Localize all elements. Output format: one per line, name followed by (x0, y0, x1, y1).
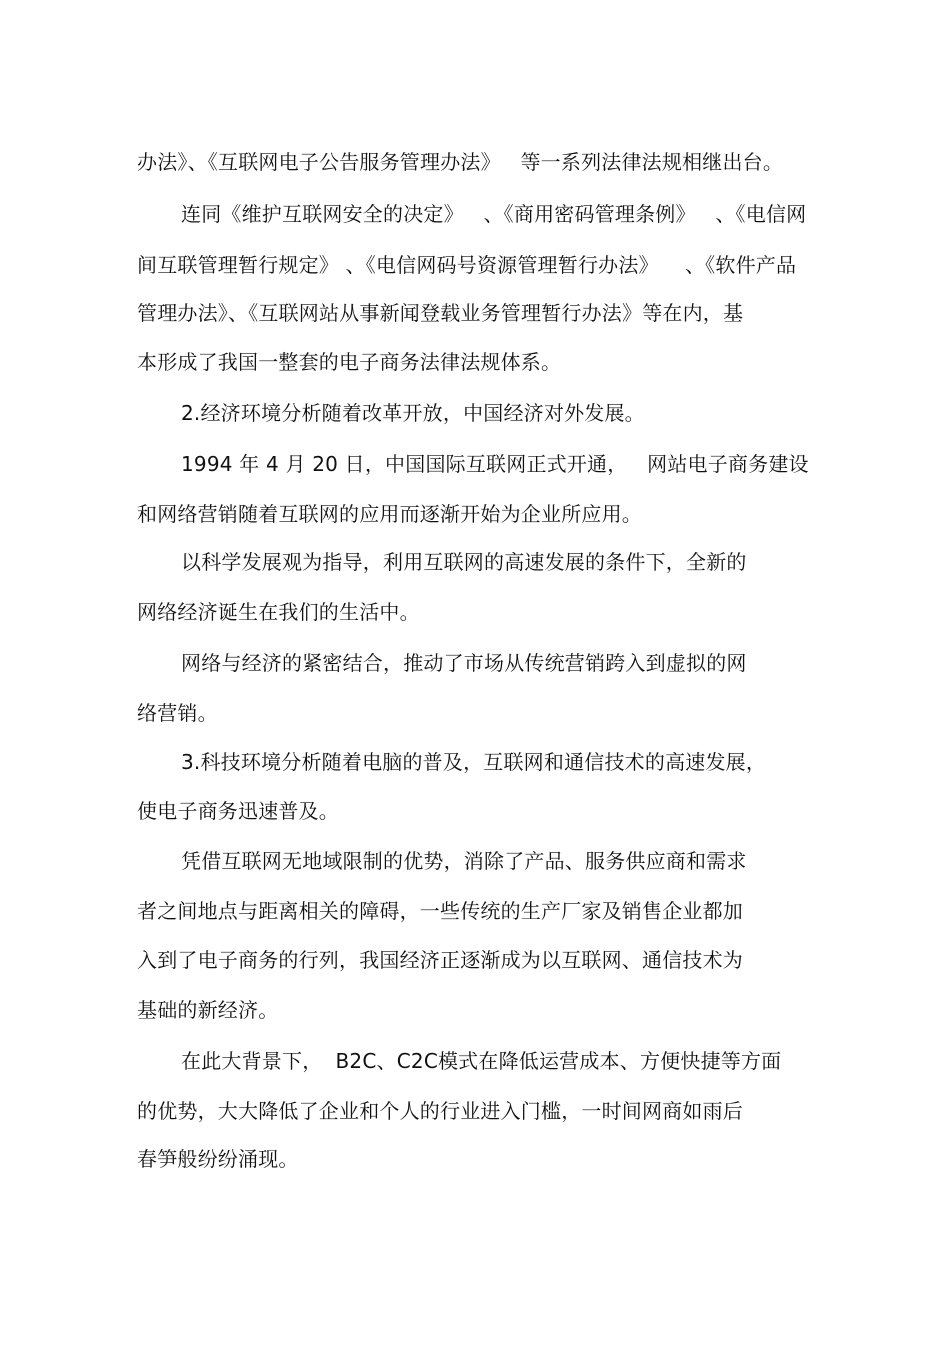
text-line: 办法》、《互联网电子公告服务管理办法》 等一系列法律法规相继出台。 (137, 150, 784, 174)
text-line: 网络经济诞生在我们的生活中。 (137, 600, 420, 624)
text-line: 连同《维护互联网安全的决定》 、《商用密码管理条例》 、《电信网 (181, 202, 807, 226)
text-line: 网络与经济的紧密结合，推动了市场从传统营销跨入到虚拟的网 (181, 651, 747, 675)
text-line: 1994 年 4 月 20 日，中国国际互联网正式开通， 网站电子商务建设 (181, 452, 809, 476)
text-line: 在此大背景下， B2C、C2C模式在降低运营成本、方便快捷等方面 (181, 1049, 782, 1073)
text-line: 春笋般纷纷涌现。 (137, 1147, 299, 1171)
text-line: 本形成了我国一整套的电子商务法律法规体系。 (137, 350, 562, 374)
section-heading: 2.经济环境分析随着改革开放，中国经济对外发展。 (181, 401, 645, 425)
text-line: 基础的新经济。 (137, 998, 279, 1022)
text-line: 使电子商务迅速普及。 (137, 799, 339, 823)
text-line: 的优势，大大降低了企业和个人的行业进入门槛，一时间网商如雨后 (137, 1099, 743, 1123)
text-line: 入到了电子商务的行列，我国经济正逐渐成为以互联网、通信技术为 (137, 948, 743, 972)
text-line: 以科学发展观为指导，利用互联网的高速发展的条件下，全新的 (181, 550, 747, 574)
text-line: 凭借互联网无地域限制的优势，消除了产品、服务供应商和需求 (181, 849, 747, 873)
text-line: 间互联管理暂行规定》 、《电信网码号资源管理暂行办法》 、《软件产品 (137, 253, 797, 277)
text-line: 者之间地点与距离相关的障碍，一些传统的生产厂家及销售企业都加 (137, 899, 743, 923)
section-heading: 3.科技环境分析随着电脑的普及，互联网和通信技术的高速发展， (181, 750, 767, 774)
text-line: 和网络营销随着互联网的应用而逐渐开始为企业所应用。 (137, 502, 642, 526)
text-line: 络营销。 (137, 701, 218, 725)
text-line: 管理办法》、《互联网站从事新闻登载业务管理暂行办法》等在内，基 (137, 301, 744, 325)
